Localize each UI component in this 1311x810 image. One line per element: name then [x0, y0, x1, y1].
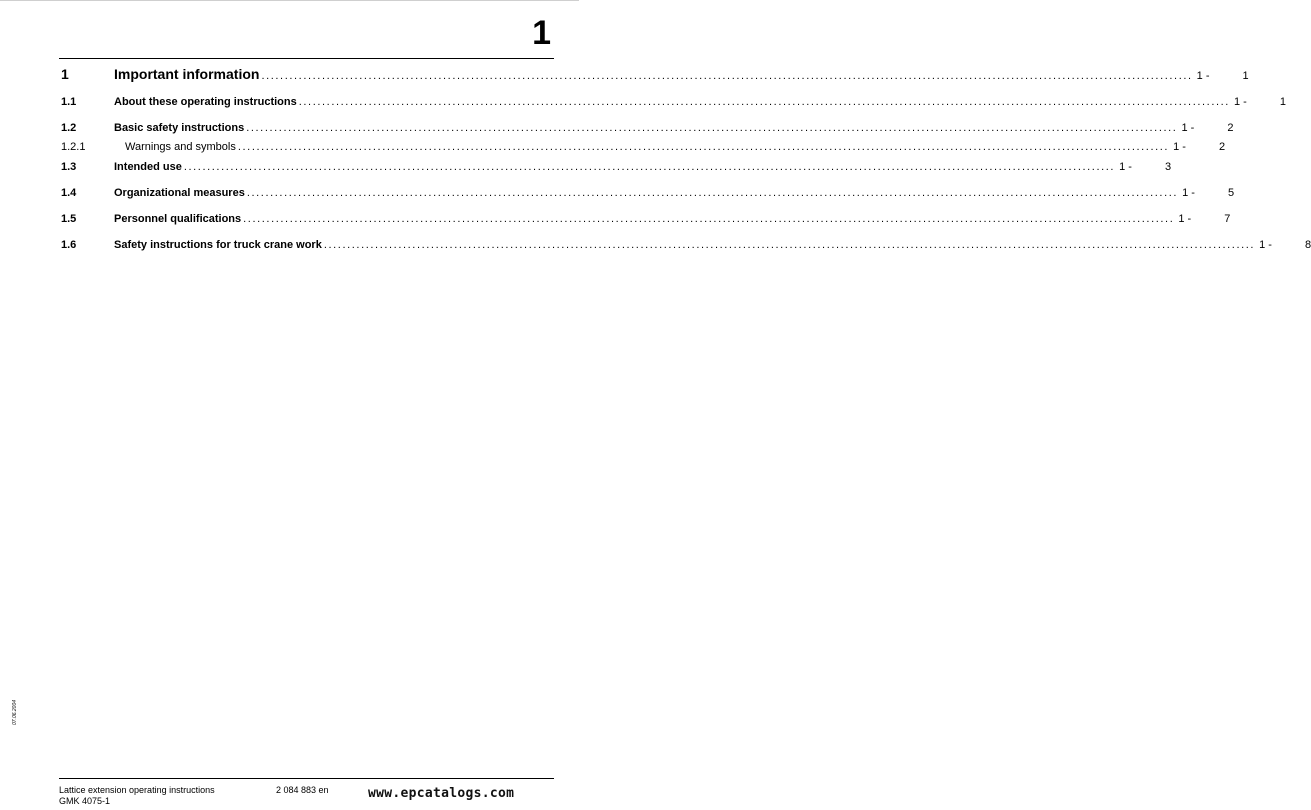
toc-leader-dots: ........................................................................................................................................................................................................ — [323, 239, 1256, 251]
toc-row[interactable] — [61, 94, 1286, 110]
toc-page-number: 7 — [1224, 213, 1231, 225]
top-edge-rule — [0, 0, 579, 1]
toc-chapter-prefix: 1 - — [1259, 239, 1272, 251]
toc-section-title: Important information — [114, 66, 260, 82]
footer-model: GMK 4075-1 — [59, 796, 111, 806]
toc-page-number: 8 — [1304, 239, 1311, 251]
toc-section-number: 1.3 — [61, 161, 77, 173]
toc-leader-dots: ........................................................................................................................................................................................................ — [243, 213, 1175, 225]
toc-chapter-prefix: 1 - — [1182, 187, 1195, 199]
watermark-url[interactable]: www.epcatalogs.com — [368, 786, 515, 801]
toc-leader-dots: ........................................................................................................................................................................................................ — [246, 187, 1179, 199]
toc-section-number: 1.5 — [61, 213, 77, 225]
header-rule — [59, 58, 554, 59]
toc-chapter-prefix: 1 - — [1178, 213, 1192, 225]
toc-chapter-prefix: 1 - — [1173, 141, 1186, 153]
toc-row[interactable] — [61, 120, 1234, 136]
toc-section-title: About these operating instructions — [114, 96, 297, 108]
chapter-number: 1 — [532, 14, 551, 52]
toc-row[interactable] — [61, 211, 1231, 227]
toc-chapter-prefix: 1 - — [1181, 122, 1195, 134]
toc-leader-dots: ........................................................................................................................................................................................................ — [246, 122, 1178, 134]
toc-section-title: Intended use — [114, 161, 182, 173]
toc-chapter-prefix: 1 - — [1196, 70, 1210, 82]
toc-page-number: 5 — [1227, 187, 1235, 199]
toc-row[interactable] — [61, 139, 1226, 155]
toc-leader-dots: ........................................................................................................................................................................................................ — [183, 161, 1116, 173]
toc-row[interactable] — [61, 66, 1249, 82]
toc-page-number: 2 — [1218, 141, 1226, 153]
toc-leader-dots: ........................................................................................................................................................................................................ — [261, 70, 1193, 82]
toc-page-number: 1 — [1242, 70, 1249, 82]
toc-section-title: Personnel qualifications — [114, 213, 242, 225]
footer-rule — [59, 778, 554, 779]
footer-document-number: 2 084 883 en — [276, 785, 329, 795]
toc-section-title: Basic safety instructions — [114, 122, 245, 134]
toc-page-number: 1 — [1279, 96, 1286, 108]
footer-document-title: Lattice extension operating instructions — [59, 785, 215, 795]
toc-leader-dots: ........................................................................................................................................................................................................ — [298, 96, 1230, 108]
toc-section-title: Safety instructions for truck crane work — [114, 239, 322, 251]
toc-section-number: 1.2.1 — [61, 141, 86, 153]
toc-row[interactable] — [61, 237, 1311, 253]
toc-chapter-prefix: 1 - — [1233, 96, 1247, 108]
toc-row[interactable] — [61, 185, 1235, 201]
toc-section-number: 1.6 — [61, 239, 77, 251]
toc-section-number: 1.2 — [61, 122, 77, 134]
toc-section-title: Organizational measures — [114, 187, 245, 199]
toc-page-number: 2 — [1227, 122, 1234, 134]
toc-section-number: 1 — [61, 66, 69, 82]
toc-section-number: 1.4 — [61, 187, 77, 199]
toc-row[interactable] — [61, 159, 1172, 175]
toc-section-title: Warnings and symbols — [125, 141, 236, 153]
side-print-date: 07.06.2004 — [12, 699, 18, 725]
toc-leader-dots: ........................................................................................................................................................................................................ — [237, 141, 1170, 153]
toc-chapter-prefix: 1 - — [1119, 161, 1132, 173]
toc-page-number: 3 — [1164, 161, 1172, 173]
toc-section-number: 1.1 — [61, 96, 77, 108]
